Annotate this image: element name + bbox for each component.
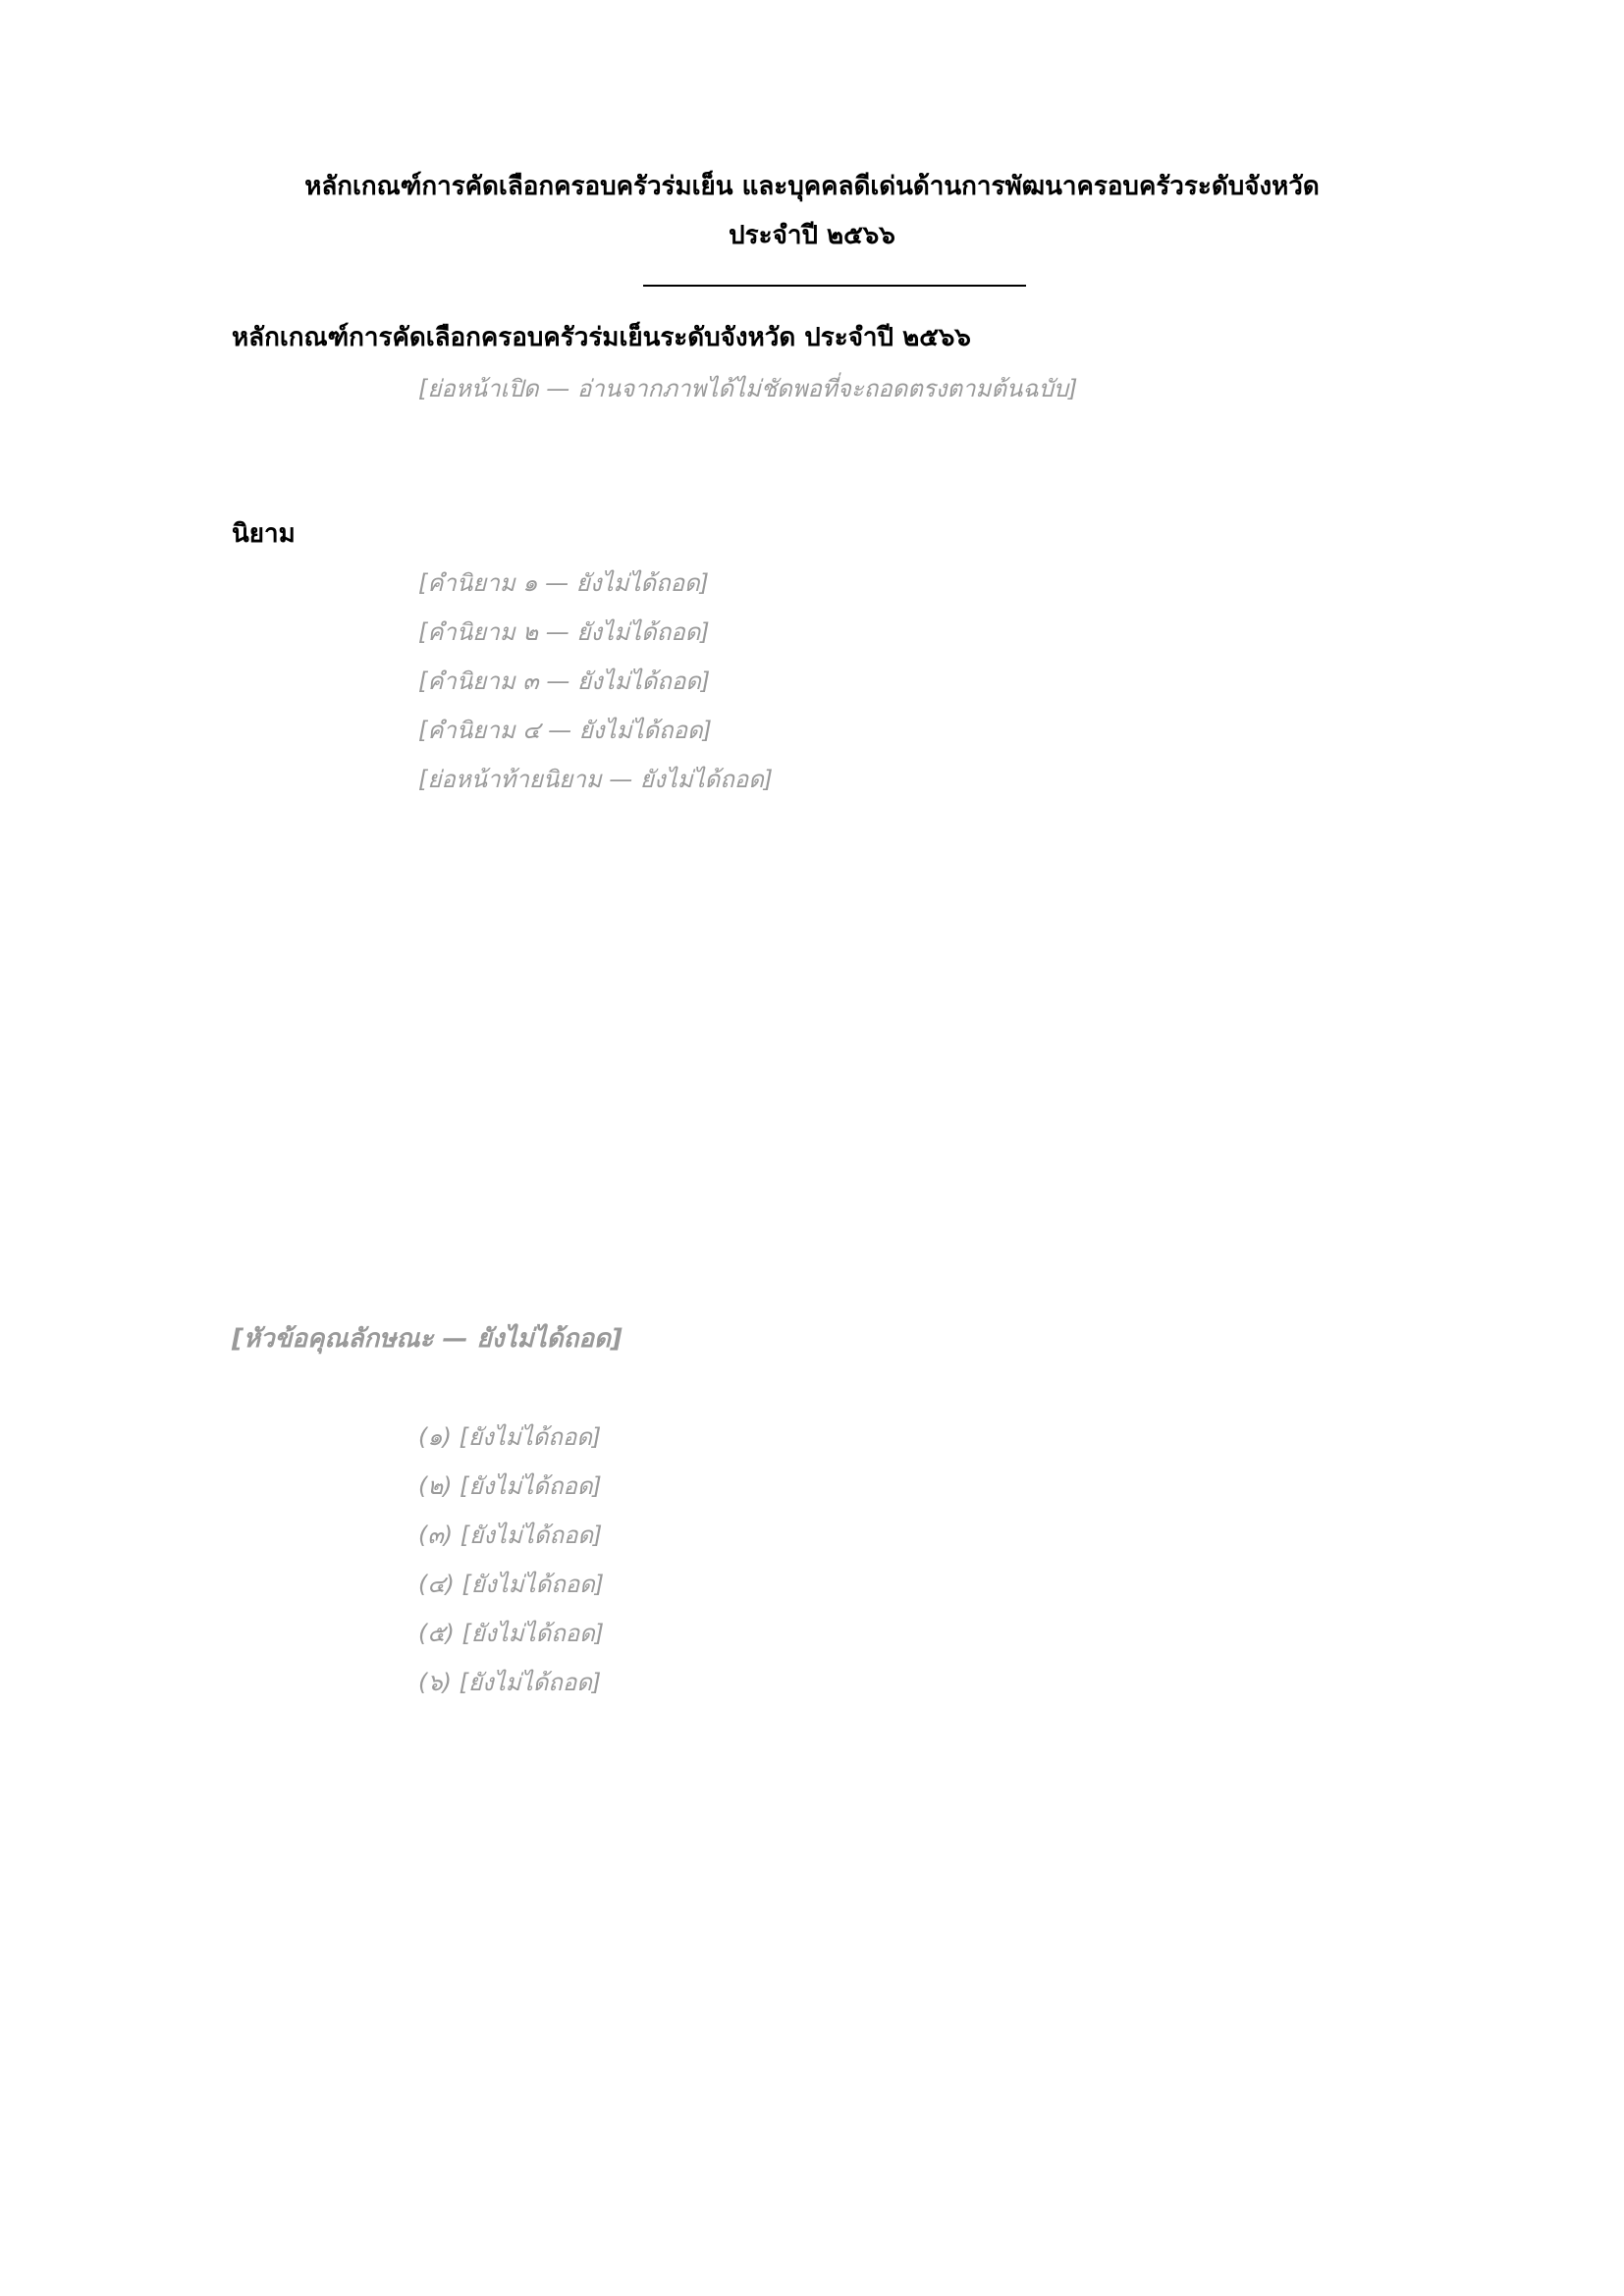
title-line-1: หลักเกณฑ์การคัดเลือกครอบครัวร่มเย็น และบุคคลดีเด่นด้านการพัฒนาครอบครัวระดับจังหวัด — [304, 172, 1320, 201]
title-divider — [643, 285, 1026, 287]
criterion-3: (๓) [ยังไม่ได้ถอด] — [418, 1522, 603, 1549]
criterion-4: (๔) [ยังไม่ได้ถอด] — [418, 1571, 605, 1598]
criterion-5: (๕) [ยังไม่ได้ถอด] — [418, 1620, 605, 1647]
definition-4: [คำนิยาม ๔ — ยังไม่ได้ถอด] — [418, 717, 712, 744]
criterion-1: (๑) [ยังไม่ได้ถอด] — [418, 1423, 602, 1451]
definition-2: [คำนิยาม ๒ — ยังไม่ได้ถอด] — [418, 618, 710, 646]
criterion-2: (๒) [ยังไม่ได้ถอด] — [418, 1472, 602, 1500]
definition-1: [คำนิยาม ๑ — ยังไม่ได้ถอด] — [418, 569, 710, 597]
criterion-6: (๖) [ยังไม่ได้ถอด] — [418, 1669, 602, 1696]
definition-3: [คำนิยาม ๓ — ยังไม่ได้ถอด] — [418, 667, 711, 695]
definition-closing: [ย่อหน้าท้ายนิยาม — ยังไม่ได้ถอด] — [418, 766, 774, 793]
definitions-heading: นิยาม — [232, 519, 296, 549]
title-line-2: ประจำปี ๒๕๖๖ — [729, 221, 895, 250]
intro-paragraph: [ย่อหน้าเปิด — อ่านจากภาพได้ไม่ชัดพอที่จะถอดตรงตามต้นฉบับ] — [418, 375, 1078, 402]
section-heading: หลักเกณฑ์การคัดเลือกครอบครัวร่มเย็นระดับจังหวัด ประจำปี ๒๕๖๖ — [232, 323, 971, 352]
criteria-heading: [หัวข้อคุณลักษณะ — ยังไม่ได้ถอด] — [232, 1324, 623, 1354]
